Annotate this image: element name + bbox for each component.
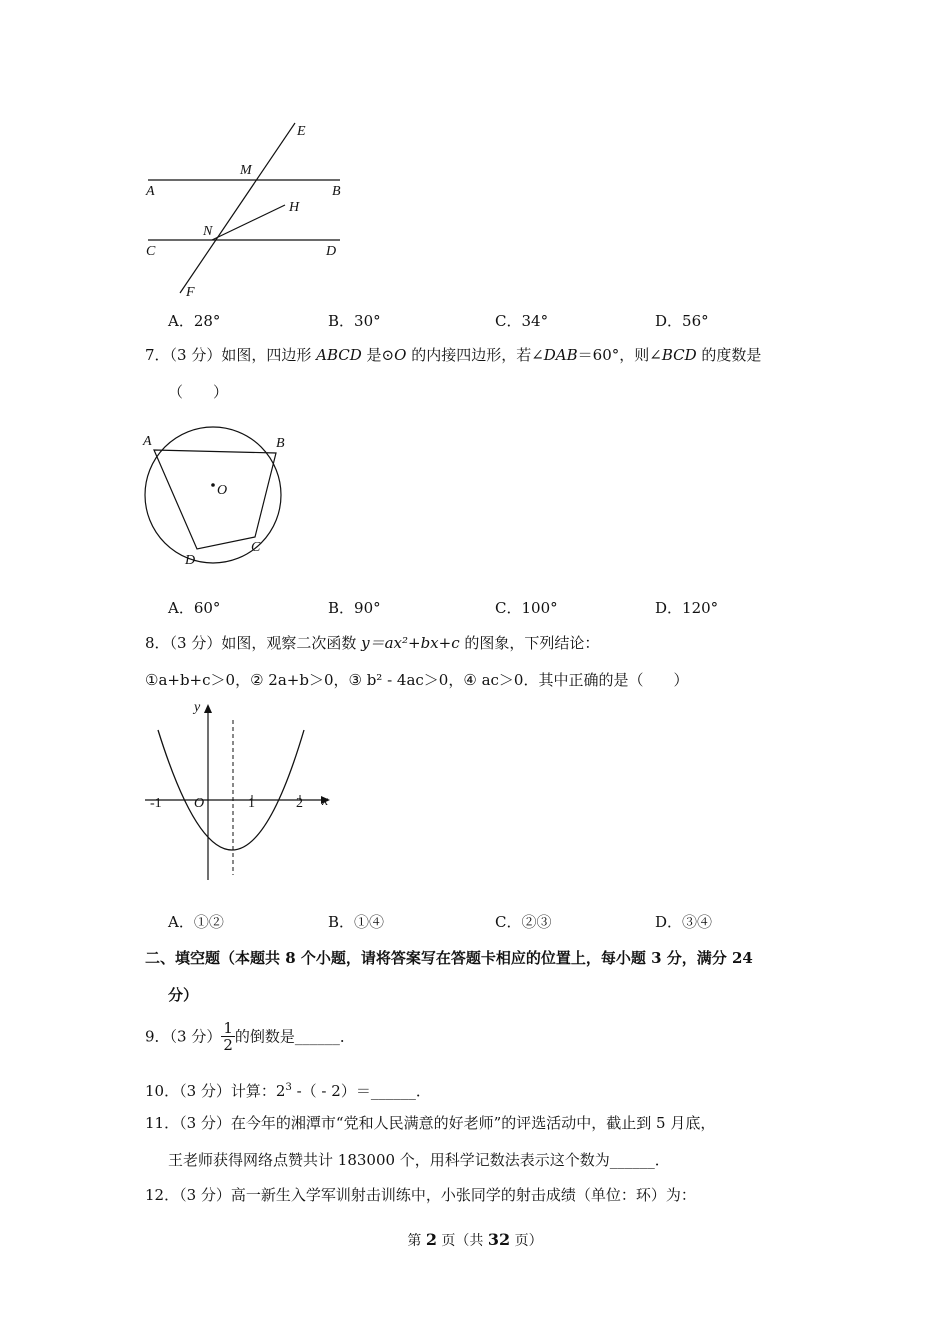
q10-pre: 10．（3 分）计算：2: [145, 1082, 286, 1100]
label-c: C: [146, 244, 156, 259]
q9-pre: 9．（3 分）: [145, 1027, 222, 1046]
q7-option-b: B．90°: [328, 599, 381, 617]
q6-option-a: A．28°: [168, 312, 221, 330]
footer-post: 页）: [510, 1233, 543, 1249]
q6-option-b: B．30°: [328, 312, 381, 330]
q9-post: 的倒数是______．: [234, 1027, 355, 1046]
label-n: N: [203, 224, 213, 239]
section2-heading-line1: 二、填空题（本题共 8 个小题，请将答案写在答题卡相应的位置上，每小题 3 分，满分 24: [145, 949, 753, 967]
q9-denominator: 2: [223, 1036, 233, 1054]
label-d: D: [326, 244, 337, 259]
q8-option-d: D．③④: [655, 913, 713, 931]
label-f: F: [186, 285, 195, 300]
q7-answer-paren: （ ）: [168, 383, 229, 401]
label-o: O: [217, 483, 228, 498]
label-a: A: [143, 434, 152, 449]
q8-option-a: A．①②: [168, 913, 224, 931]
q12-line1: 12．（3 分）高一新生入学军训射击训练中，小张同学的射击成绩（单位：环）为：: [145, 1186, 696, 1204]
q8-option-b: B．①④: [328, 913, 385, 931]
label-origin: O: [194, 796, 205, 811]
q8-function: y＝ax²+bx+c: [361, 634, 460, 652]
q7-option-a: A．60°: [168, 599, 221, 617]
footer-total-pages: 32: [487, 1230, 511, 1249]
q10-post: -（ - 2）＝______．: [291, 1082, 431, 1100]
footer-page-number: 2: [425, 1230, 437, 1249]
label-y: y: [194, 700, 201, 715]
q7-text-end: 的度数是: [696, 346, 762, 364]
q8-conclusions: ①a+b+c＞0，② 2a+b＞0，③ b² - 4ac＞0，④ ac＞0．其中正确的是（ ）: [145, 671, 689, 689]
q7-stem: [145, 345, 761, 365]
q8-line1-pre: 8．（3 分）如图，观察二次函数: [145, 634, 362, 652]
q11-line2: 王老师获得网络点赞共计 183000 个，用科学记数法表示这个数为______．: [168, 1151, 670, 1169]
q7-text-pre: 7．（3 分）如图，四边形: [145, 346, 317, 364]
q7-bcd: BCD: [661, 346, 697, 364]
q7-text-mid1: 是⊙: [361, 346, 395, 364]
q8-line1-end: 的图象，下列结论：: [459, 634, 600, 652]
q7-dab: DAB: [543, 346, 578, 364]
label-two: 2: [296, 796, 303, 811]
q7-option-c: C．100°: [495, 599, 558, 617]
q6-option-c: C．34°: [495, 312, 549, 330]
parabola-figure: [140, 695, 340, 885]
q7-option-d: D．120°: [655, 599, 719, 617]
label-b: B: [332, 184, 341, 199]
label-neg1: -1: [150, 796, 162, 811]
q9: [145, 1020, 355, 1053]
footer-pre: 第: [407, 1233, 426, 1249]
q8-stem: [145, 633, 599, 653]
q8-option-c: C．②③: [495, 913, 552, 931]
q7-o: O: [394, 346, 407, 364]
page-footer: [0, 1230, 950, 1251]
q10-sup: 3: [285, 1082, 292, 1093]
label-c: C: [251, 540, 261, 555]
label-h: H: [289, 200, 300, 215]
label-a: A: [146, 184, 155, 199]
label-x: x: [322, 794, 329, 809]
label-b: B: [276, 436, 285, 451]
label-m: M: [240, 163, 252, 178]
section2-heading-line2: 分）: [168, 986, 199, 1004]
label-d: D: [185, 553, 196, 568]
inscribed-quadrilateral-figure: [135, 425, 295, 575]
parallel-lines-figure: [140, 115, 360, 305]
label-one: 1: [248, 796, 255, 811]
q9-fraction: [221, 1020, 235, 1053]
footer-mid: 页（共: [436, 1233, 488, 1249]
q11-line1: 11．（3 分）在今年的湘潭市“党和人民满意的好老师”的评选活动中，截止到 5 月底，: [145, 1114, 716, 1132]
q7-text-mid3: ＝60°，则∠: [577, 346, 662, 364]
q7-abcd: ABCD: [316, 346, 362, 364]
q6-option-d: D．56°: [655, 312, 709, 330]
q7-text-mid2: 的内接四边形，若∠: [406, 346, 544, 364]
q10: [145, 1078, 431, 1101]
q9-numerator: 1: [223, 1019, 233, 1037]
label-e: E: [297, 124, 306, 139]
